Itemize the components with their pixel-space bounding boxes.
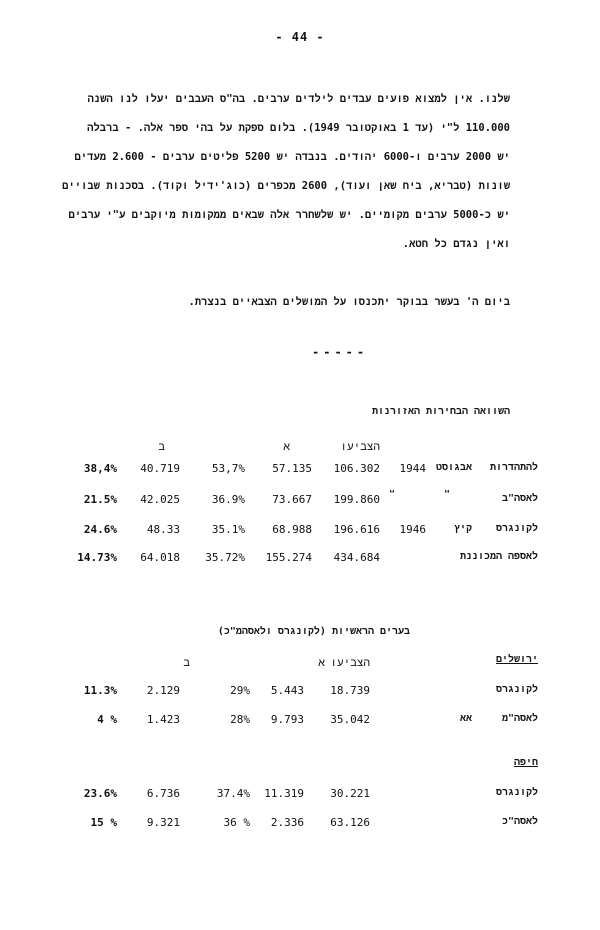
row-bet-count: 42.025 [140, 493, 180, 506]
row-bet-count: 48.33 [146, 523, 180, 536]
row-bet-count: 9.321 [146, 816, 180, 829]
paragraph-line: יש 2000 ערבים ו-6000 יהודים. בנבדה יש 5200 פליטים ערבים - 2.600 מעדים [74, 151, 510, 163]
header-total: הצביעו [330, 656, 370, 669]
row-alef-percent: 29% [230, 684, 250, 697]
row-total: 30.221 [330, 787, 370, 800]
row-label: לאסה"כ [501, 816, 538, 827]
row-label: לקונגרס [495, 523, 538, 534]
meeting-note: ביום ה' בעשר בבוקר יתכנסו על המושלים הצבאיים בנצרת. [188, 296, 510, 308]
row-alef-count: 57.135 [272, 462, 312, 475]
row-label: לאספה המכוננת [459, 551, 538, 562]
header-total: הצביעו [340, 440, 380, 453]
paragraph-line: שלנו. אין למצוא פועים עבדים לילדים ערבים. בה"ס העבבים יעלו לנו השנה [87, 93, 510, 105]
row-alef-percent: 36.9% [211, 493, 245, 506]
city-heading: ירושלים [495, 654, 538, 665]
row-year: 1944 [399, 462, 426, 475]
row-alef-count: 2.336 [270, 816, 304, 829]
row-bet-count: 40.719 [140, 462, 180, 475]
row-alef-count: 68.988 [272, 523, 312, 536]
table-title: השוואה הבחירות האזורנות [371, 406, 510, 417]
row-alef-count: 9.793 [270, 713, 304, 726]
row-alef-count: 155.274 [265, 551, 312, 564]
row-bet-percent: 38,4% [83, 462, 117, 475]
row-total: 434.684 [333, 551, 380, 564]
row-mark: אא [459, 713, 472, 724]
row-total: 63.126 [330, 816, 370, 829]
row-label: לקונגרס [495, 684, 538, 695]
row-alef-count: 11.319 [264, 787, 304, 800]
paragraph-line: 110.000 ל"י (עד 1 באוקטובר 1949). בלום ספקת על בהי ספר אלה. - ברבלה [87, 122, 510, 134]
separator: ----- [312, 345, 369, 359]
row-bet-percent: 21.5% [83, 493, 117, 506]
row-total: 196.616 [333, 523, 380, 536]
row-bet-percent: 11.3% [83, 684, 117, 697]
row-alef-percent: 37.4% [216, 787, 250, 800]
row-label: לקונגרס [495, 787, 538, 798]
row-total: 106.302 [333, 462, 380, 475]
row-month: " [443, 489, 450, 500]
row-bet-percent: 14.73% [77, 551, 117, 564]
header-bet: ב [183, 656, 190, 669]
paragraph-line: יש כ-5000 ערבים מקומיים. יש שלשחרר אלה שבאים ממקומות מיוקבים ע"י ערבים [68, 209, 510, 221]
row-bet-percent: 23.6% [83, 787, 117, 800]
header-alef: א [283, 440, 290, 453]
row-alef-percent: 36 % [223, 816, 250, 829]
row-bet-percent: 24.6% [83, 523, 117, 536]
row-month: קיץ [453, 523, 472, 534]
paragraph-line: שונות (טבריא, ביח שאן ועוד), 2600 מכפרים (כוג'ידיל וקוד). בסכנות שבויים [62, 180, 510, 192]
header-alef: א [318, 656, 325, 669]
header-bet: ב [158, 440, 165, 453]
row-bet-count: 1.423 [146, 713, 180, 726]
row-alef-percent: 35.1% [211, 523, 245, 536]
row-year: " [388, 489, 395, 500]
row-bet-count: 64.018 [140, 551, 180, 564]
row-alef-percent: 35.72% [205, 551, 245, 564]
row-alef-count: 5.443 [270, 684, 304, 697]
row-label: להתהדרות [489, 462, 538, 473]
row-alef-percent: 53,7% [211, 462, 245, 475]
row-alef-count: 73.667 [272, 493, 312, 506]
row-total: 35.042 [330, 713, 370, 726]
paragraph-line: ואין נגדם כל חטא. [402, 238, 510, 250]
row-bet-count: 2.129 [146, 684, 180, 697]
row-label: לאסה"מ [501, 713, 538, 724]
row-bet-percent: 15 % [90, 816, 117, 829]
city-heading: חיפה [513, 757, 538, 768]
row-total: 18.739 [330, 684, 370, 697]
row-bet-percent: 4 % [97, 713, 117, 726]
row-label: לאסה"ב [501, 493, 538, 504]
row-alef-percent: 28% [230, 713, 250, 726]
row-year: 1946 [399, 523, 426, 536]
page-number: - 44 - [275, 30, 325, 44]
row-total: 199.860 [333, 493, 380, 506]
table-title: בערים הראשיות (לקונגרס ולאסהמ"כ) [217, 626, 410, 637]
row-month: אבגוסט [435, 462, 472, 473]
row-bet-count: 6.736 [146, 787, 180, 800]
